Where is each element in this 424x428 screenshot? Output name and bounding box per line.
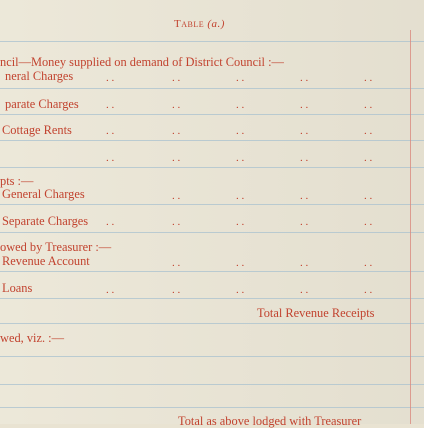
leader-dots: . . [300,99,309,111]
leader-dots: . . [106,72,115,84]
leader-dots: . . [106,152,115,164]
table-heading [174,17,225,31]
line-general-charges: neral Charges [5,69,74,83]
line-separate-charges: parate Charges [5,97,79,111]
leader-dots: . . [106,99,115,111]
leader-dots: . . [236,125,245,137]
leader-dots: . . [300,152,309,164]
leader-dots: . . [364,99,373,111]
ruled-line [0,41,424,42]
leader-dots: . . [300,190,309,202]
ruled-line [0,356,424,357]
ruled-line [0,204,424,205]
section-council-money: ncil—Money supplied on demand of District Council :— [0,55,284,69]
line-revenue-account: Revenue Account [2,254,90,268]
line-cottage-rents: Cottage Rents [2,123,72,137]
table-heading-label: Table [174,18,205,30]
leader-dots: . . [300,216,309,228]
leader-dots: . . [172,99,181,111]
ruled-line [0,140,424,141]
leader-dots: . . [236,257,245,269]
leader-dots: . . [236,72,245,84]
leader-dots: . . [236,152,245,164]
section-receipts: pts :— [0,174,34,188]
ruled-line [0,407,424,408]
leader-dots: . . [236,284,245,296]
ruled-line [0,114,424,115]
leader-dots: . . [364,257,373,269]
leader-dots: . . [300,284,309,296]
leader-dots: . . [106,125,115,137]
leader-dots: . . [172,190,181,202]
leader-dots: . . [364,72,373,84]
section-disbursed: wed, viz. :— [0,331,65,345]
ruled-line [0,167,424,168]
section-borrowed-by-treasurer: owed by Treasurer :— [0,240,112,254]
leader-dots: . . [300,125,309,137]
ruled-line [0,298,424,299]
line-separate-charges-2: Separate Charges [2,214,89,228]
leader-dots: . . [300,257,309,269]
leader-dots: . . [364,284,373,296]
leader-dots: . . [236,99,245,111]
ruled-line [0,271,424,272]
leader-dots: . . [172,216,181,228]
line-general-charges-2: General Charges [2,187,85,201]
line-loans: Loans [2,281,33,295]
ruled-line [0,384,424,385]
leader-dots: . . [172,72,181,84]
total-revenue-receipts: Total Revenue Receipts [257,306,375,320]
ruled-line [0,88,424,89]
leader-dots: . . [364,125,373,137]
leader-dots: . . [300,72,309,84]
leader-dots: . . [364,216,373,228]
leader-dots: . . [364,190,373,202]
leader-dots: . . [172,257,181,269]
margin-rule [410,30,411,424]
ruled-line [0,323,424,324]
leader-dots: . . [236,216,245,228]
ruled-line [0,232,424,233]
leader-dots: . . [236,190,245,202]
leader-dots: . . [172,152,181,164]
leader-dots: . . [172,284,181,296]
total-lodged-with-treasurer: Total as above lodged with Treasurer [178,414,362,428]
leader-dots: . . [106,284,115,296]
table-heading-ref: (a.) [207,18,225,30]
leader-dots: . . [106,216,115,228]
leader-dots: . . [364,152,373,164]
leader-dots: . . [172,125,181,137]
